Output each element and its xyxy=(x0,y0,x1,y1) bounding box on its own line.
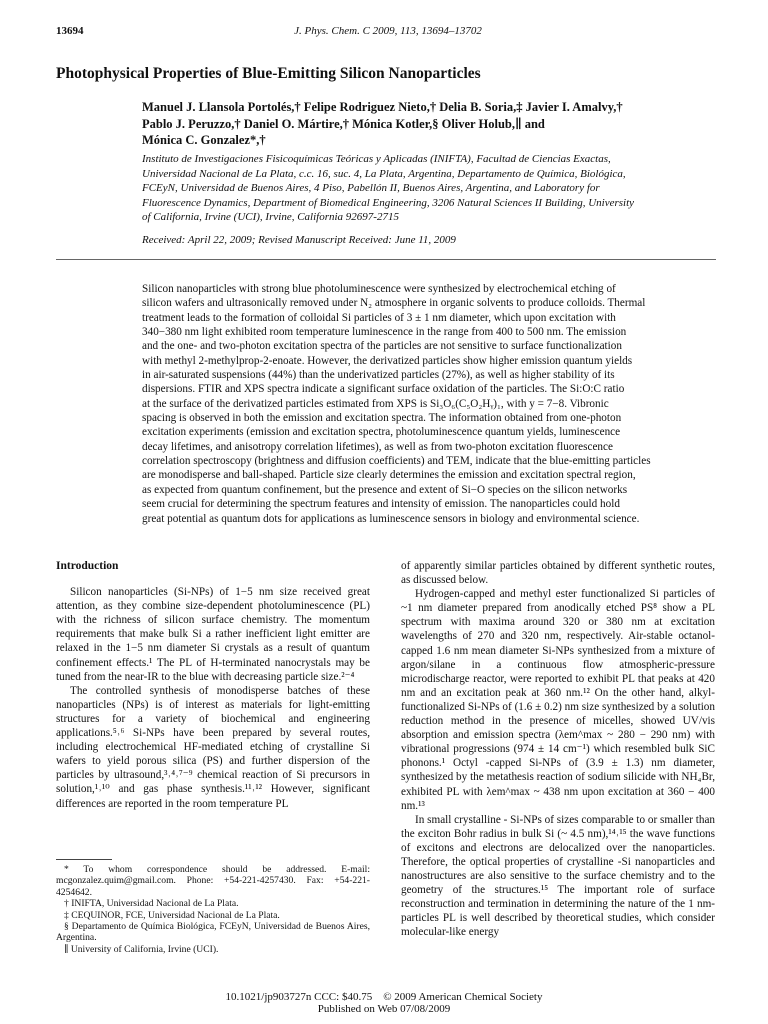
footnote-divider xyxy=(56,859,112,860)
abstract-line: excitation experiments (emission and excitation spectra, photoluminescence quantum yields, luminescence xyxy=(142,426,621,439)
article-title: Photophysical Properties of Blue-Emitting Silicon Nanoparticles xyxy=(56,65,481,82)
running-header xyxy=(56,25,720,41)
author-line: Manuel J. Llansola Portolés,† Felipe Rodriguez Nieto,† Delia B. Soria,‡ Javier I. Amalvy,† xyxy=(142,100,623,114)
left-column xyxy=(56,559,370,811)
affiliation-line: Instituto de Investigaciones Fisicoquímicas Teóricas y Aplicadas (INIFTA), Facultad de Ciencias Exactas, xyxy=(142,153,611,165)
footnote: § Departamento de Química Biológica, FCEyN, Universidad de Buenos Aires, Argentina. xyxy=(56,921,370,944)
abstract-line: with methyl 2-methylprop-2-enoate. However, the derivatized particles show higher emission quantum yields xyxy=(142,354,633,367)
abstract-line: silicon wafers and ultrasonically removed under N₂ atmosphere in organic solvents to produce colloids. Thermal xyxy=(142,297,646,310)
abstract-line: in air-saturated suspensions (44%) than the underivatized particles (27%), as well as higher stability of its xyxy=(142,369,615,382)
received-dates: Received: April 22, 2009; Revised Manuscript Received: June 11, 2009 xyxy=(142,234,456,246)
abstract-line: seem crucial for determining the spectrum features and intensity of emission. The nanoparticles could hold xyxy=(142,498,620,511)
footnote: ‡ CEQUINOR, FCE, Universidad Nacional de La Plata. xyxy=(64,909,280,921)
footnote: ∥ University of California, Irvine (UCI). xyxy=(64,943,219,955)
abstract-line: correlation spectroscopy (brightness and diffusion coefficients) and TEM, indicate that the blue-emitting particles xyxy=(142,455,651,468)
abstract-line: treatment leads to the formation of colloidal Si particles of 3 ± 1 nm diameter, which upon excitation with xyxy=(142,311,616,324)
affiliation-line: of California, Irvine (UCI), Irvine, California 92697-2715 xyxy=(142,211,399,223)
body-paragraph: In small crystalline - Si-NPs of sizes comparable to or smaller than the exciton Bohr radius in bulk Si (~ 4.5 nm),¹⁴˒¹⁵ the wave functions of excitons and electrons are delocalized over the nanoparticles. Therefore, the optical properties of crystalline -Si nanoparticles and nanostructures are also sensitive to the surface chemistry and to the geometry of the structures.¹⁵ The important role of surface reconstruction and termination in determining the nature of the 1 nm- particles PL is well described by theoretical studies, which consider molecular-like energy xyxy=(401,813,715,939)
abstract-line: as expected from quantum confinement, but the presence and extent of Si−O species on the silicon networks xyxy=(142,483,628,496)
affiliation-line: FCEyN, Universidad de Buenos Aires, 4 Piso, Pabellón II, Buenos Aires, Argentina, and Laboratory for xyxy=(142,182,600,194)
abstract-line: dispersions. FTIR and XPS spectra indicate a significant surface oxidation of the particles. The Si:O:C ratio xyxy=(142,383,625,396)
section-heading-introduction: Introduction xyxy=(56,560,119,572)
footnote: † INIFTA, Universidad Nacional de La Plata. xyxy=(64,898,239,910)
author-list xyxy=(142,99,702,149)
abstract-line: and the one- and two-photon excitation spectra of the particles are not sensitive to surface functionalization xyxy=(142,340,622,353)
abstract-line: decay lifetimes, and anisotropy correlation lifetimes), as well as from two-photon excitation fluorescence xyxy=(142,440,613,453)
publication-date: Published on Web 07/08/2009 xyxy=(317,1003,451,1015)
right-column xyxy=(401,559,715,940)
abstract-line: 340−380 nm light exhibited room temperature luminescence in the range from 400 to 500 nm. The emission xyxy=(142,326,627,339)
abstract-line: Silicon nanoparticles with strong blue photoluminescence were synthesized by electrochemical etching of xyxy=(142,283,616,295)
header-divider xyxy=(56,259,716,260)
author-line: Pablo J. Peruzzo,† Daniel O. Mártire,† Mónica Kotler,§ Oliver Holub,∥ and xyxy=(142,116,545,131)
abstract-line: spacing is observed in both the emission and excitation spectra. The information obtained from one-photon xyxy=(142,412,622,425)
abstract xyxy=(142,282,718,526)
page-number: 13694 xyxy=(56,25,84,37)
abstract-line: at the surface of the derivatized particles estimated from XPS is Si₃O₆(C₅O₂Hᵧ)₁, with y = 7−8. Vibronic xyxy=(142,397,609,410)
footnotes xyxy=(56,864,370,955)
body-paragraph: Hydrogen-capped and methyl ester functionalized Si particles of ~1 nm diameter prepared from anodically etched PS⁸ show a PL spectrum with maxima around 320 or 380 nm at excitation wavelengths of 270 and 320 nm, respectively. Air-stable octanol-capped 1.6 nm mean diameter Si-NPs synthesized from a mixture of argon/silane in a continuous flow atmospheric-pressure microdischarge reactor, were reported to exhibit PL that peaks at 420 nm and an excitation peak at 360 nm.¹² On the other hand, alkyl-functionalized Si-NPs of (1.6 ± 0.2) nm size synthesized by a solution reduction method in the presence of micelles, showed UV/vis absorption and emission spectra (λem^max ~ 280 − 290 nm) with vibrational progressions (974 ± 14 cm⁻¹) which resembled bulk SiC phonons.¹ Octyl -capped Si-NPs of (3.9 ± 1.3) nm diameter, synthesized by the metathesis reaction of sodium silicide with NH₄Br, exhibited PL with λem^max ~ 438 nm upon excitation at 360 − 400 nm.¹³ xyxy=(401,588,715,812)
abstract-line: are monodisperse and ball-shaped. Particle size clearly determines the emission and excitation spectral region, xyxy=(142,469,636,482)
author-line: Mónica C. Gonzalez*,† xyxy=(142,133,266,147)
body-paragraph: The controlled synthesis of monodisperse batches of these nanoparticles (NPs) is of interest as materials for light-emitting structures for a variety of biochemical and engineering applications.⁵˒⁶ Si-NPs have been prepared by several routes, including electrochemical HF-mediated etching of crystalline Si wafers to yield porous silica (PS) and further dispersion of the particles by ultrasound,³˒⁴˒⁷⁻⁹ chemical reaction of Si precursors in solution,¹˒¹⁰ and gas phase synthesis.¹¹˒¹² However, significant differences are reported in the room temperature PL xyxy=(56,684,370,810)
journal-citation: J. Phys. Chem. C 2009, 113, 13694–13702 xyxy=(294,25,482,37)
body-paragraph: of apparently similar particles obtained by different synthetic routes, as discussed below. xyxy=(401,560,715,587)
affiliation-line: Fluorescence Dynamics, Department of Biomedical Engineering, 3206 Natural Sciences II Building, University xyxy=(142,196,635,209)
affiliation-line: Universidad Nacional de La Plata, c.c. 16, suc. 4, La Plata, Argentina, Departamento de Química, Biológica, xyxy=(142,167,626,180)
abstract-line: great potential as quantum dots for applications as luminescence sensors in biology and environmental science. xyxy=(142,512,640,525)
page-footer xyxy=(0,991,768,1015)
affiliation-block xyxy=(142,152,722,225)
footnote: * To whom correspondence should be addressed. E-mail: mcgonzalez.quim@gmail.com. Phone: +54-221-4257430. Fax: +54-221-4254642. xyxy=(56,864,370,898)
doi-copyright: 10.1021/jp903727n CCC: $40.75 © 2009 American Chemical Society xyxy=(225,991,543,1003)
body-paragraph: Silicon nanoparticles (Si-NPs) of 1−5 nm size received great attention, as they combine size-dependent photoluminescence (PL) with the richness of silicon surface chemistry. The momentum requirements that make bulk Si a rather inefficient light emitter are relaxed in the 1−5 nm diameter Si crystals as a result of quantum confinement effects.¹ The PL of H-terminated nanocrystals may be tuned from the near-IR to the blue with decreasing particle size.²⁻⁴ xyxy=(56,586,370,683)
